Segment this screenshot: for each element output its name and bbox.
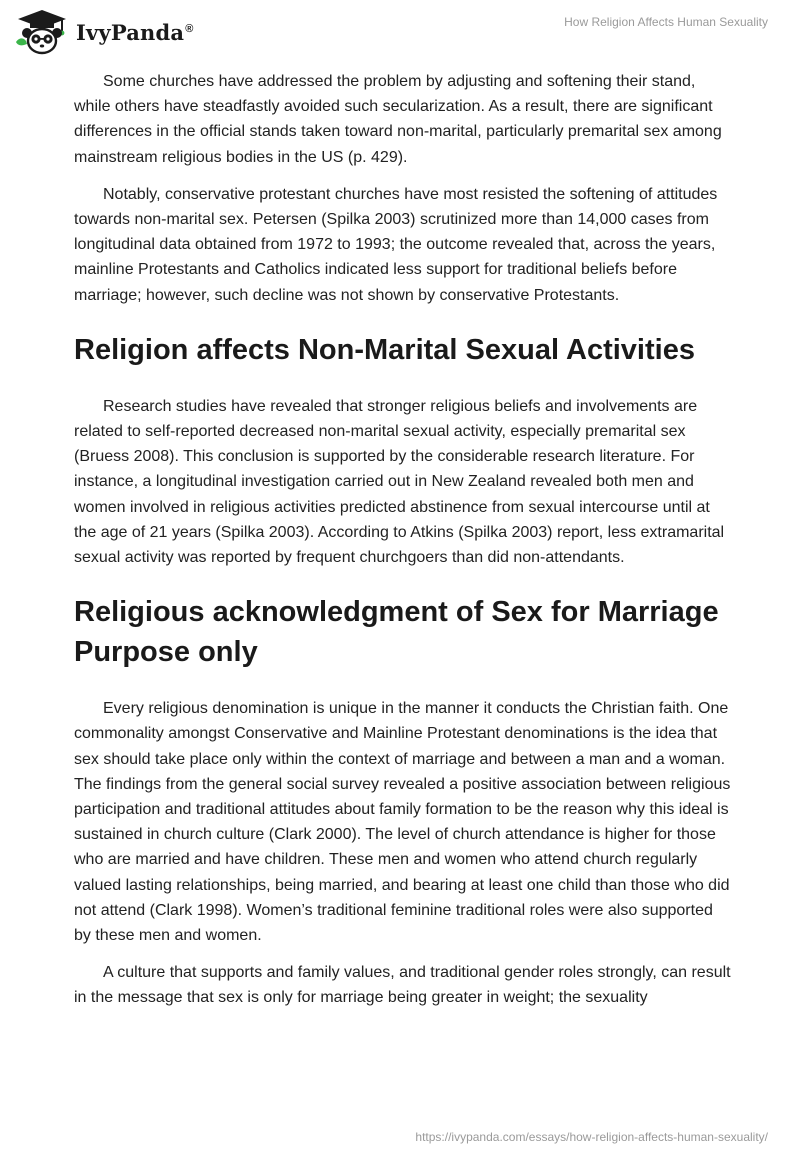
paragraph: Research studies have revealed that stronger religious beliefs and involvements are related to self-reported decreased non-marital sexual activity, especially premarital sex (Bruess 2008). This conclusion is supported by the considerable research literature. For instance, a longitudinal investigation carried out in New Zealand revealed both men and women involved in religious activities predicted abstinence from sexual intercourse until at the age of 21 years (Spilka 2003). According to Atkins (Spilka 2003) report, less extramarital sexual activity was reported by frequent churchgoers than did non-attendants. (74, 397, 725, 567)
essay-content (74, 69, 734, 1023)
brand-logo[interactable] (14, 8, 194, 56)
panda-graduate-icon (14, 8, 70, 56)
section-heading: Religious acknowledgment of Sex for Marriage Purpose only (74, 596, 719, 669)
document-title: How Religion Affects Human Sexuality (564, 15, 768, 29)
section-heading: Religion affects Non-Marital Sexual Activities (74, 333, 695, 366)
paragraph: A culture that supports and family values, and traditional gender roles strongly, can result in the message that sex is only for marriage being greater in weight; the sexuality (74, 964, 731, 1007)
paragraph: Every religious denomination is unique in the manner it conducts the Christian faith. One commonality amongst Conservative and Mainline Protestant denominations is the idea that sex should take place only within the context of marriage and between a man and a woman. The findings from the general social survey revealed a positive association between religious participation and traditional attitudes about family formation to be the reason why this ideal is sustained in church culture (Clark 2000). The level of church attendance is higher for those who are married and have children. These men and women who attend church regularly valued lasting relationships, being married, and bearing at least one child than those who did not attend (Clark 1998). Women’s traditional feminine traditional roles were also supported by these men and women. (74, 700, 731, 945)
brand-name (76, 20, 194, 45)
paragraph: Notably, conservative protestant churches have most resisted the softening of attitudes towards non-marital sex. Petersen (Spilka 2003) scrutinized more than 14,000 cases from longitudinal data obtained from 1972 to 1993; the outcome revealed that, across the years, mainline Protestants and Catholics indicated less support for traditional beliefs before marriage; however, such decline was not shown by conservative Protestants. (74, 185, 718, 304)
page-header (0, 0, 800, 64)
brand-text: IvyPanda (76, 19, 185, 45)
registered-mark: ® (185, 22, 194, 35)
source-url[interactable]: https://ivypanda.com/essays/how-religion-affects-human-sexuality/ (415, 1130, 768, 1144)
paragraph: Some churches have addressed the problem by adjusting and softening their stand, while others have steadfastly avoided such secularization. As a result, there are significant differences in the official stands taken toward non-marital, particularly premarital sex among mainstream religious bodies in the US (p. 429). (74, 73, 722, 166)
